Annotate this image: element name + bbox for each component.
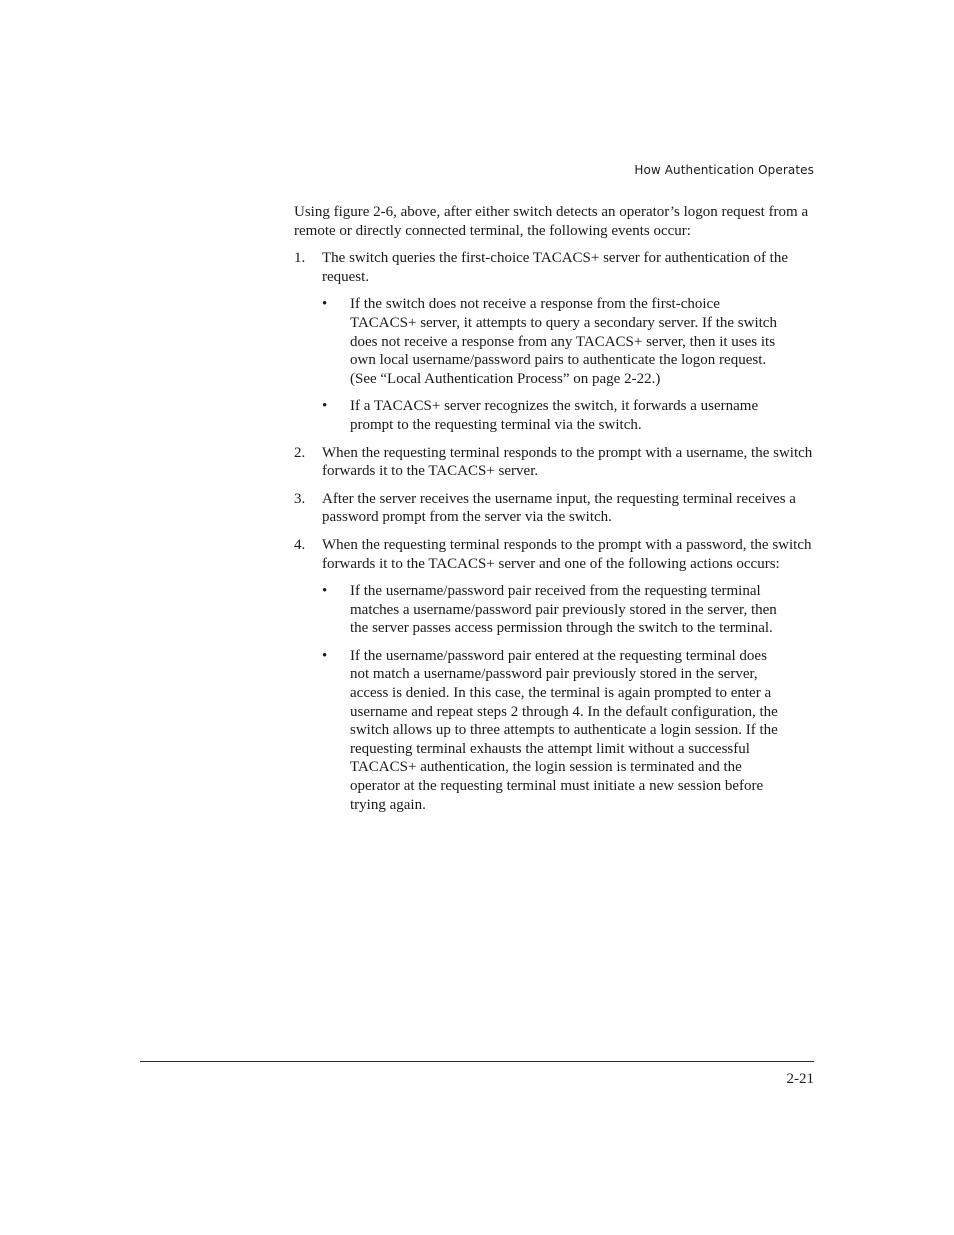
body-text	[294, 203, 816, 814]
step-1	[294, 249, 816, 434]
step-2	[294, 444, 816, 481]
step-text: The switch queries the first-choice TACACS+ server for authentication of the request.	[322, 250, 789, 285]
step-number: 1.	[294, 250, 306, 267]
step-text: When the requesting terminal responds to the prompt with a password, the switch forwards it to the TACACS+ server and one of the following actions occurs:	[322, 536, 812, 572]
bullet-text: If a TACACS+ server recognizes the switch, it forwards a username prompt to the requesting terminal via the switch.	[350, 398, 759, 433]
step-number: 4.	[294, 536, 306, 553]
bullet-item	[322, 295, 816, 388]
step-text: After the server receives the username input, the requesting terminal receives a password prompt from the server via the switch.	[322, 490, 796, 526]
bullet-glyph: •	[322, 398, 328, 415]
running-head: How Authentication Operates	[634, 163, 814, 177]
step-number: 2.	[294, 444, 306, 461]
bullet-item	[322, 647, 816, 814]
footer-rule	[140, 1061, 814, 1062]
step-3	[294, 490, 816, 527]
step-text: When the requesting terminal responds to the prompt with a username, the switch forwards it to the TACACS+ server.	[322, 444, 813, 480]
intro-paragraph: Using figure 2-6, above, after either switch detects an operator’s logon request from a remote or directly connected terminal, the following events occur:	[294, 204, 809, 239]
step-number: 3.	[294, 490, 306, 507]
bullet-text: If the username/password pair received from the requesting terminal matches a username/password pair previously stored in the server, then the server passes access permission through the switch to the terminal.	[350, 583, 777, 637]
bullet-item	[322, 582, 816, 638]
bullet-glyph: •	[322, 296, 328, 313]
page-number: 2-21	[786, 1071, 814, 1087]
bullet-item	[322, 397, 816, 434]
bullet-glyph: •	[322, 583, 328, 600]
bullet-text: If the switch does not receive a response from the first-choice TACACS+ server, it attempts to query a secondary server. If the switch does not receive a response from any TACACS+ server, then it uses its own local username/password pairs to authenticate the logon request. (See “Local Authentication Process” on page 2-22.)	[350, 296, 777, 387]
bullet-glyph: •	[322, 647, 328, 664]
step-4	[294, 536, 816, 814]
bullet-text: If the username/password pair entered at the requesting terminal does not match a username/password pair previously stored in the server, access is denied. In this case, the terminal is again prompted to enter a username and repeat steps 2 through 4. In the default configuration, the switch allows up to three attempts to authenticate a login session. If the requesting terminal exhausts the attempt limit without a successful TACACS+ authentication, the login session is terminated and the operator at the requesting terminal must initiate a new session before trying again.	[350, 647, 778, 813]
